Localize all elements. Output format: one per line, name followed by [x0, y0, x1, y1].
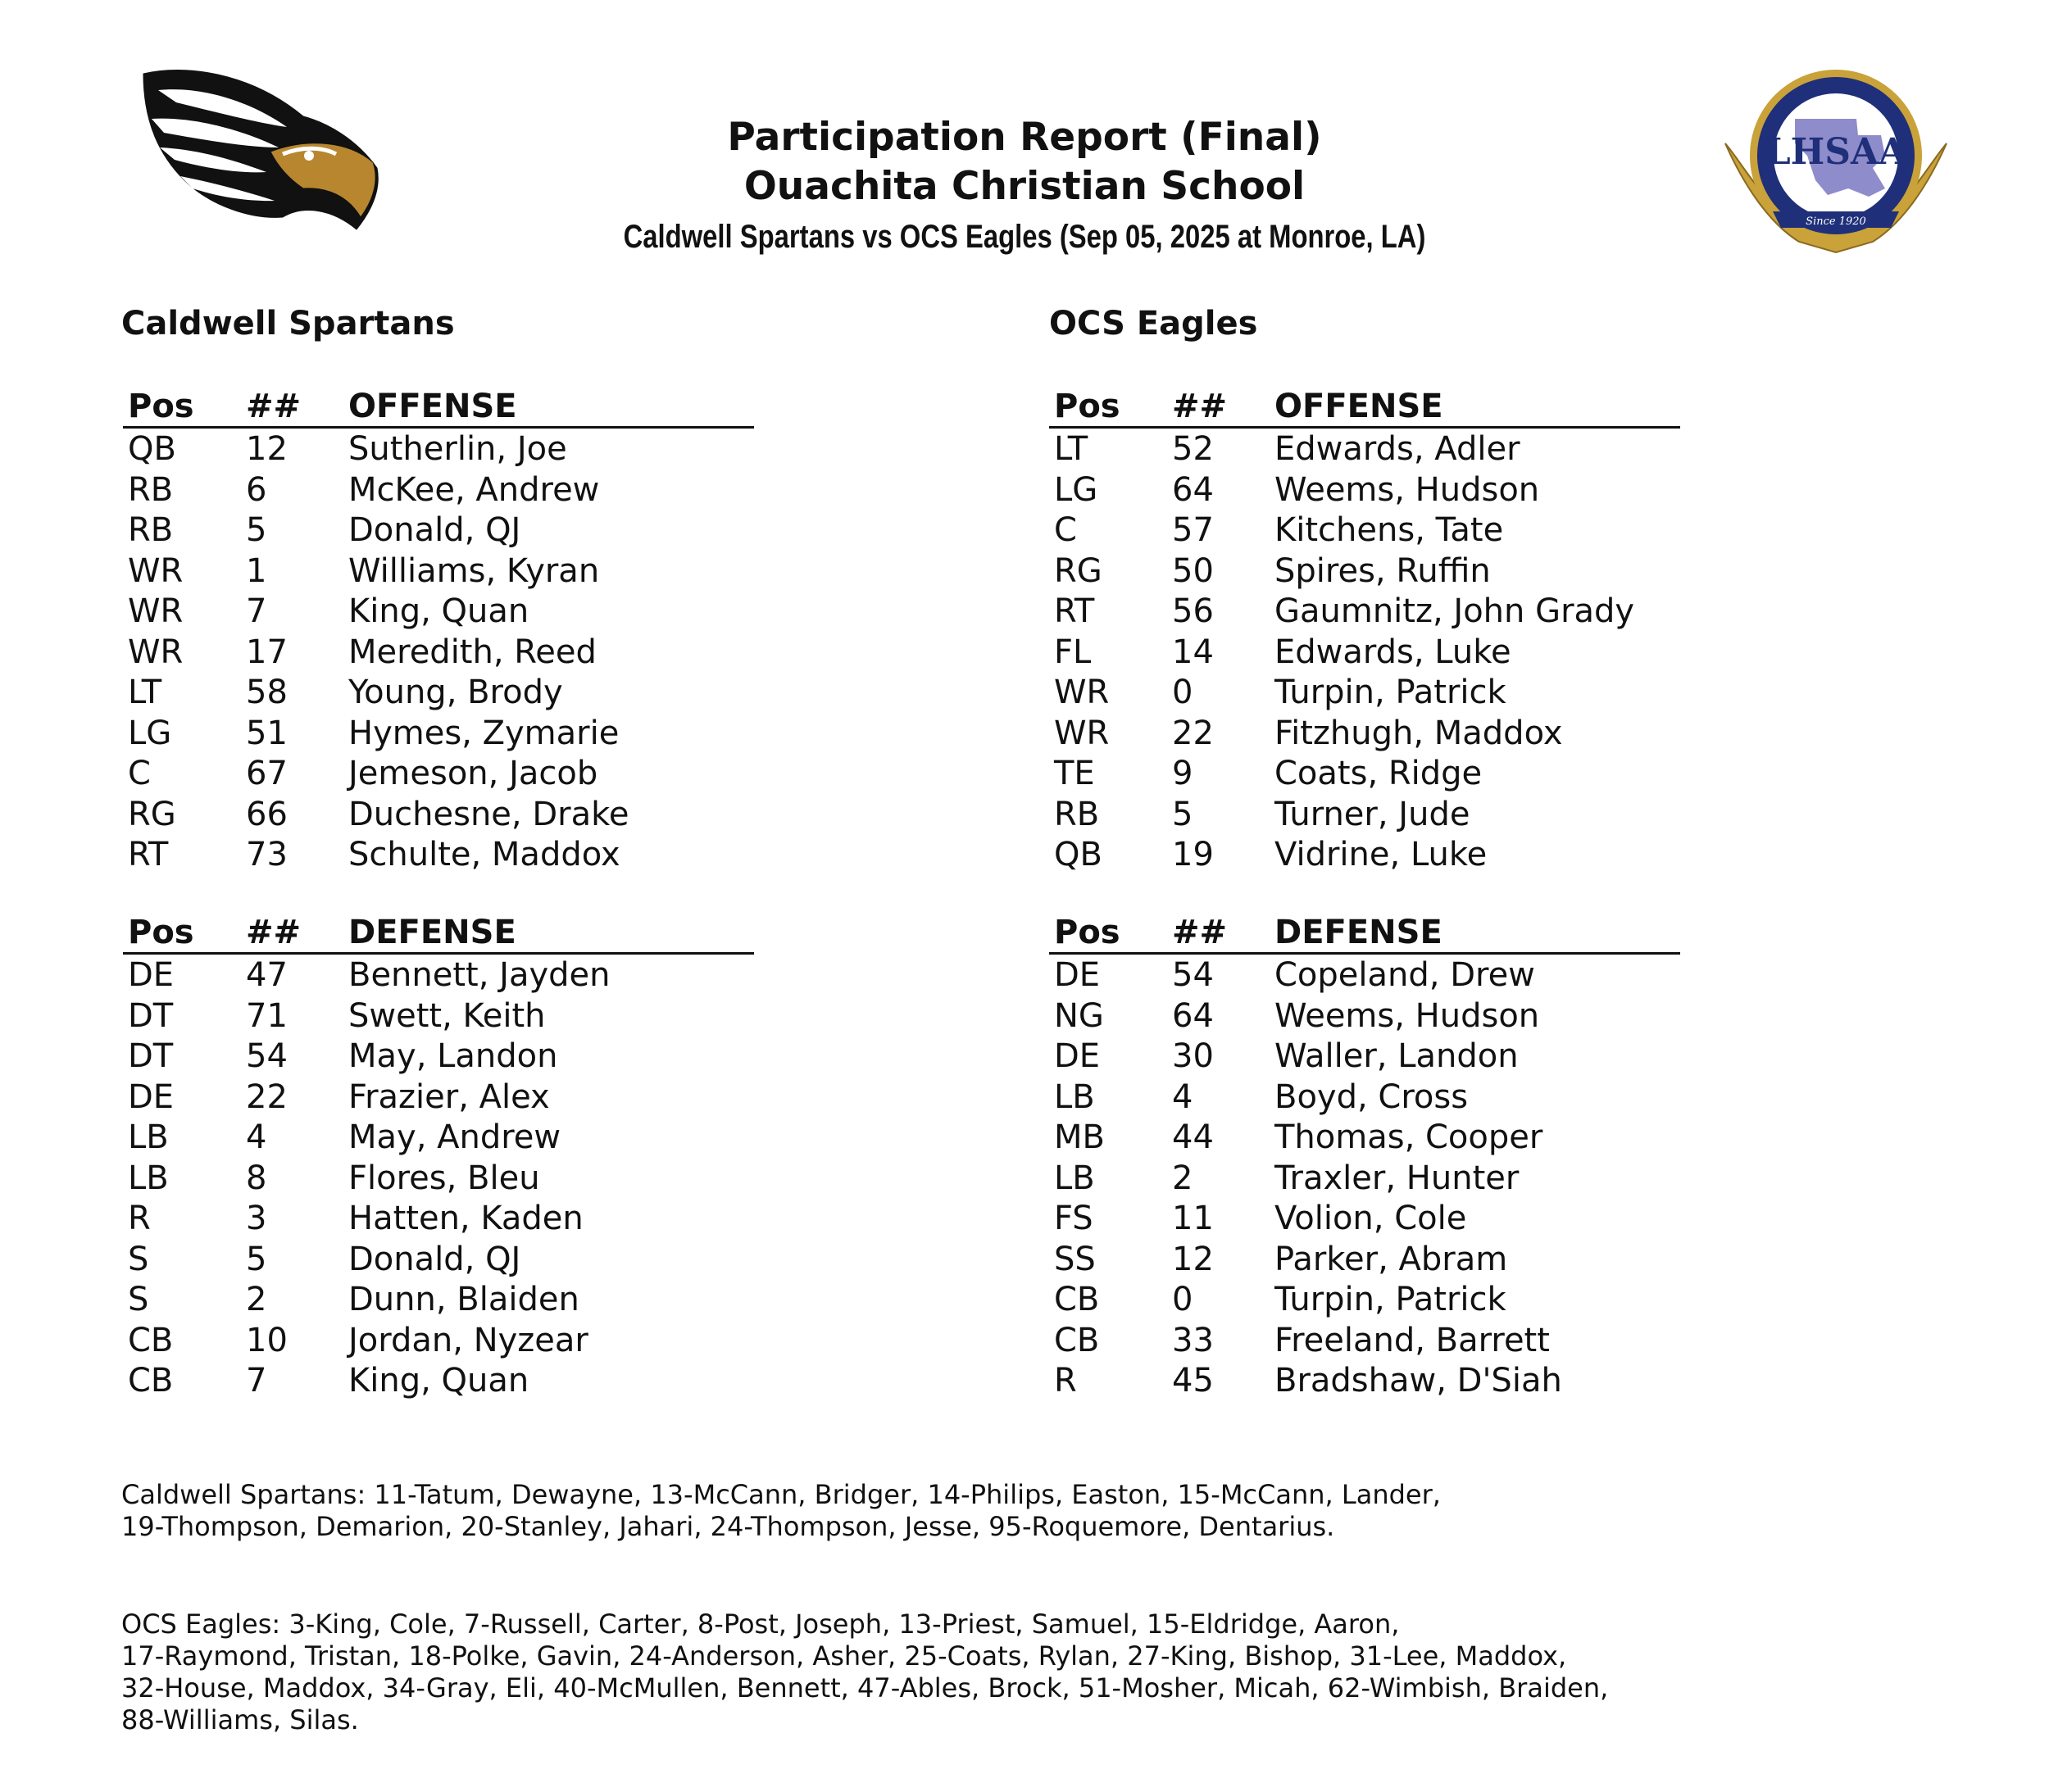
- player-number: 47: [246, 956, 288, 994]
- player-position: LB: [128, 1159, 169, 1197]
- table-row: [1049, 510, 1680, 551]
- player-number: 56: [1172, 592, 1214, 630]
- player-position: LT: [1054, 430, 1088, 468]
- player-position: S: [128, 1240, 149, 1278]
- table-row: [1049, 429, 1680, 470]
- table-row: [123, 551, 754, 592]
- table-row: [123, 834, 754, 875]
- player-number: 51: [246, 714, 288, 752]
- player-position: LG: [128, 714, 172, 752]
- player-number: 64: [1172, 996, 1214, 1035]
- player-number: 7: [246, 592, 267, 630]
- table-row: [123, 1036, 754, 1077]
- player-position: FL: [1054, 633, 1092, 671]
- player-name: Weems, Hudson: [1274, 470, 1540, 509]
- header-pos: Pos: [128, 388, 194, 425]
- player-number: 44: [1172, 1118, 1214, 1156]
- report-header: [0, 113, 2049, 262]
- player-number: 7: [246, 1362, 267, 1400]
- table-row: [1049, 672, 1680, 713]
- player-number: 45: [1172, 1362, 1214, 1400]
- table-row: [1049, 470, 1680, 510]
- player-position: R: [128, 1200, 151, 1237]
- player-name: Turpin, Patrick: [1274, 1281, 1506, 1318]
- player-position: DE: [128, 1077, 175, 1116]
- table-row: [123, 510, 754, 551]
- table-row: [123, 1360, 754, 1401]
- header-pos: Pos: [128, 914, 194, 951]
- player-number: 33: [1172, 1321, 1214, 1359]
- player-name: Donald, QJ: [348, 511, 521, 549]
- player-number: 71: [246, 996, 288, 1035]
- player-number: 4: [246, 1118, 267, 1156]
- player-number: 4: [1172, 1077, 1193, 1116]
- table-row: [123, 955, 754, 996]
- player-position: CB: [1054, 1321, 1100, 1359]
- table-row: [123, 1117, 754, 1158]
- player-name: Sutherlin, Joe: [348, 430, 567, 468]
- player-number: 6: [246, 470, 267, 509]
- player-name: Hymes, Zymarie: [348, 714, 620, 752]
- player-name: Edwards, Luke: [1274, 633, 1511, 671]
- player-position: CB: [1054, 1281, 1100, 1318]
- player-name: Spires, Ruffin: [1274, 551, 1491, 590]
- note-line: Caldwell Spartans: 11-Tatum, Dewayne, 13-McCann, Bridger, 14-Philips, Easton, 15-McCann, Lander,: [121, 1479, 1441, 1510]
- player-number: 2: [1172, 1159, 1193, 1197]
- header-number: ##: [1172, 388, 1228, 425]
- player-number: 57: [1172, 511, 1214, 549]
- player-position: WR: [128, 592, 184, 630]
- report-title: Participation Report (Final): [727, 115, 1322, 160]
- table-row: [1049, 1158, 1680, 1199]
- table-row: [1049, 1360, 1680, 1401]
- player-name: Freeland, Barrett: [1274, 1321, 1550, 1359]
- table-header: [123, 911, 754, 955]
- player-position: R: [1054, 1362, 1077, 1400]
- player-position: DT: [128, 1037, 174, 1075]
- player-name: Turpin, Patrick: [1274, 674, 1506, 711]
- player-number: 0: [1172, 674, 1193, 711]
- table-row: [1049, 1036, 1680, 1077]
- player-name: Turner, Jude: [1274, 795, 1470, 833]
- player-number: 8: [246, 1159, 267, 1197]
- player-name: Weems, Hudson: [1274, 996, 1540, 1035]
- table-header: [123, 385, 754, 429]
- player-name: Donald, QJ: [348, 1240, 521, 1278]
- caldwell-offense-table: [123, 385, 754, 875]
- player-name: King, Quan: [348, 1362, 529, 1400]
- player-position: DE: [128, 956, 175, 994]
- table-row: [123, 794, 754, 835]
- player-name: Young, Brody: [348, 674, 563, 711]
- table-row: [1049, 1077, 1680, 1118]
- note-line: 32-House, Maddox, 34-Gray, Eli, 40-McMullen, Bennett, 47-Ables, Brock, 51-Mosher, Micah, 62-Wimbish, Braiden,: [121, 1672, 1609, 1704]
- player-position: RB: [1054, 795, 1100, 833]
- table-row: [123, 713, 754, 754]
- table-row: [123, 429, 754, 470]
- player-number: 54: [1172, 956, 1214, 994]
- table-row: [1049, 996, 1680, 1037]
- player-number: 73: [246, 836, 288, 873]
- player-name: Bradshaw, D'Siah: [1274, 1362, 1562, 1400]
- ocs-defense-table: [1049, 911, 1680, 1401]
- player-position: QB: [1054, 836, 1102, 873]
- table-header: [1049, 385, 1680, 429]
- table-row: [1049, 834, 1680, 875]
- player-number: 14: [1172, 633, 1214, 671]
- player-position: SS: [1054, 1240, 1096, 1278]
- player-name: Gaumnitz, John Grady: [1274, 592, 1635, 630]
- player-name: McKee, Andrew: [348, 470, 600, 509]
- table-row: [1049, 713, 1680, 754]
- player-position: RB: [128, 511, 174, 549]
- player-position: CB: [128, 1362, 174, 1400]
- player-number: 9: [1172, 755, 1193, 792]
- table-header: [1049, 911, 1680, 955]
- player-position: NG: [1054, 996, 1104, 1035]
- player-position: RB: [128, 470, 174, 509]
- player-position: LB: [1054, 1159, 1095, 1197]
- player-number: 11: [1172, 1200, 1214, 1237]
- caldwell-substitutes: [121, 1479, 2006, 1543]
- note-line: 19-Thompson, Demarion, 20-Stanley, Jahari, 24-Thompson, Jesse, 95-Roquemore, Dentarius.: [121, 1511, 1335, 1542]
- table-row: [123, 1077, 754, 1118]
- player-name: Volion, Cole: [1274, 1200, 1467, 1237]
- player-position: TE: [1054, 755, 1095, 792]
- player-position: RG: [1054, 551, 1102, 590]
- player-name: Flores, Bleu: [348, 1159, 540, 1197]
- note-line: 17-Raymond, Tristan, 18-Polke, Gavin, 24-Anderson, Asher, 25-Coats, Rylan, 27-King, Bishop, 31-Lee, Maddox,: [121, 1640, 1567, 1672]
- player-number: 3: [246, 1200, 267, 1237]
- table-row: [1049, 551, 1680, 592]
- table-row: [123, 470, 754, 510]
- player-number: 2: [246, 1281, 267, 1318]
- player-name: Bennett, Jayden: [348, 956, 611, 994]
- player-name: Hatten, Kaden: [348, 1200, 584, 1237]
- player-number: 52: [1172, 430, 1214, 468]
- table-row: [1049, 753, 1680, 794]
- player-name: Dunn, Blaiden: [348, 1281, 579, 1318]
- player-position: WR: [128, 551, 184, 590]
- player-number: 22: [1172, 714, 1214, 752]
- player-number: 22: [246, 1077, 288, 1116]
- player-name: Edwards, Adler: [1274, 430, 1520, 468]
- player-position: RT: [1054, 592, 1095, 630]
- player-name: May, Landon: [348, 1037, 558, 1075]
- player-position: WR: [128, 633, 184, 671]
- header-pos: Pos: [1054, 914, 1120, 951]
- player-name: Parker, Abram: [1274, 1240, 1508, 1278]
- player-number: 17: [246, 633, 288, 671]
- table-row: [1049, 1279, 1680, 1320]
- table-row: [123, 1158, 754, 1199]
- player-number: 64: [1172, 470, 1214, 509]
- header-offense: OFFENSE: [1274, 388, 1443, 425]
- ocs-offense-table: [1049, 385, 1680, 875]
- table-row: [123, 632, 754, 673]
- player-position: DT: [128, 996, 174, 1035]
- player-position: CB: [128, 1321, 174, 1359]
- table-row: [123, 1239, 754, 1280]
- player-name: Kitchens, Tate: [1274, 511, 1504, 549]
- table-row: [123, 591, 754, 632]
- player-number: 12: [246, 430, 288, 468]
- school-name: Ouachita Christian School: [743, 164, 1306, 209]
- player-name: Jordan, Nyzear: [348, 1321, 588, 1359]
- player-name: Coats, Ridge: [1274, 755, 1483, 792]
- header-number: ##: [246, 388, 302, 425]
- player-position: DE: [1054, 956, 1101, 994]
- player-position: LT: [128, 674, 162, 711]
- player-position: MB: [1054, 1118, 1105, 1156]
- player-position: WR: [1054, 674, 1110, 711]
- table-row: [123, 1279, 754, 1320]
- player-position: C: [1054, 511, 1077, 549]
- player-name: King, Quan: [348, 592, 529, 630]
- player-number: 5: [246, 1240, 267, 1278]
- player-name: Jemeson, Jacob: [348, 755, 598, 792]
- table-row: [1049, 1198, 1680, 1239]
- player-position: RG: [128, 795, 176, 833]
- player-position: RT: [128, 836, 169, 873]
- header-number: ##: [246, 914, 302, 951]
- table-row: [1049, 1239, 1680, 1280]
- note-line: 88-Williams, Silas.: [121, 1704, 359, 1735]
- player-number: 67: [246, 755, 288, 792]
- player-name: Frazier, Alex: [348, 1077, 550, 1116]
- table-row: [123, 672, 754, 713]
- player-name: Meredith, Reed: [348, 633, 597, 671]
- player-number: 50: [1172, 551, 1214, 590]
- player-number: 1: [246, 551, 267, 590]
- header-defense: DEFENSE: [348, 914, 516, 951]
- header-offense: OFFENSE: [348, 388, 517, 425]
- player-number: 10: [246, 1321, 288, 1359]
- player-position: QB: [128, 430, 176, 468]
- table-row: [1049, 1320, 1680, 1361]
- table-row: [1049, 591, 1680, 632]
- player-name: Schulte, Maddox: [348, 836, 620, 873]
- team-title-ocs: OCS Eagles: [1049, 305, 1258, 343]
- note-line: OCS Eagles: 3-King, Cole, 7-Russell, Carter, 8-Post, Joseph, 13-Priest, Samuel, 15-Eldridge, Aaron,: [121, 1608, 1400, 1640]
- player-name: Fitzhugh, Maddox: [1274, 714, 1563, 752]
- table-row: [123, 1320, 754, 1361]
- player-name: Traxler, Hunter: [1274, 1159, 1520, 1197]
- player-number: 19: [1172, 836, 1214, 873]
- caldwell-defense-table: [123, 911, 754, 1401]
- table-row: [123, 996, 754, 1037]
- player-name: Thomas, Cooper: [1274, 1118, 1543, 1156]
- table-row: [123, 1198, 754, 1239]
- table-row: [1049, 955, 1680, 996]
- matchup-line: Caldwell Spartans vs OCS Eagles (Sep 05, 2025 at Monroe, LA): [623, 219, 1426, 255]
- seal-text: LHSAA: [1765, 131, 1907, 173]
- player-name: May, Andrew: [348, 1118, 561, 1156]
- team-title-caldwell: Caldwell Spartans: [121, 305, 455, 343]
- player-number: 0: [1172, 1281, 1193, 1318]
- player-name: Vidrine, Luke: [1274, 836, 1488, 873]
- player-name: Waller, Landon: [1274, 1037, 1519, 1075]
- player-name: Duchesne, Drake: [348, 795, 629, 833]
- player-position: C: [128, 755, 151, 792]
- player-position: DE: [1054, 1037, 1101, 1075]
- ocs-substitutes: [121, 1608, 2006, 1736]
- player-name: Boyd, Cross: [1274, 1077, 1469, 1116]
- seal-since: Since 1920: [1806, 215, 1866, 228]
- player-position: LB: [1054, 1077, 1095, 1116]
- player-position: FS: [1054, 1200, 1093, 1237]
- header-pos: Pos: [1054, 388, 1120, 425]
- player-number: 58: [246, 674, 288, 711]
- player-position: LG: [1054, 470, 1098, 509]
- table-row: [123, 753, 754, 794]
- player-number: 30: [1172, 1037, 1214, 1075]
- player-position: WR: [1054, 714, 1110, 752]
- header-number: ##: [1172, 914, 1228, 951]
- table-row: [1049, 794, 1680, 835]
- player-name: Copeland, Drew: [1274, 956, 1535, 994]
- player-number: 12: [1172, 1240, 1214, 1278]
- player-position: S: [128, 1281, 149, 1318]
- header-defense: DEFENSE: [1274, 914, 1442, 951]
- player-number: 66: [246, 795, 288, 833]
- player-number: 54: [246, 1037, 288, 1075]
- player-name: Swett, Keith: [348, 996, 546, 1035]
- table-row: [1049, 632, 1680, 673]
- table-row: [1049, 1117, 1680, 1158]
- player-number: 5: [1172, 795, 1193, 833]
- player-number: 5: [246, 511, 267, 549]
- player-name: Williams, Kyran: [348, 551, 600, 590]
- player-position: LB: [128, 1118, 169, 1156]
